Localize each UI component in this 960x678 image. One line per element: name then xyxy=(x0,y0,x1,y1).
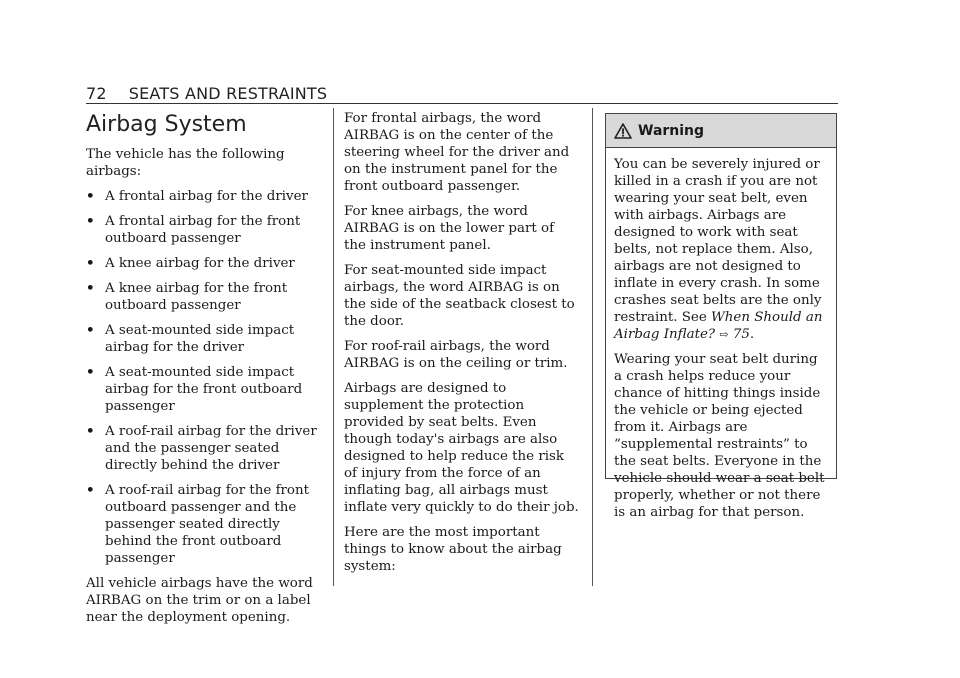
bullet-icon: • xyxy=(86,280,95,296)
column-1 xyxy=(86,112,322,634)
bullet-icon: • xyxy=(86,482,95,498)
column-2 xyxy=(344,110,580,583)
paragraph-frontal: For frontal airbags, the word AIRBAG is on the center of the steering wheel for the driver and on the instrument panel for the front outboard passenger. xyxy=(344,111,570,194)
list-item: • A knee airbag for the front outboard passenger xyxy=(86,280,288,313)
warning-body xyxy=(606,148,836,521)
list-item: • A seat-mounted side impact airbag for the front outboard passenger xyxy=(86,364,303,414)
warning-paragraph-2: Wearing your seat belt during a crash helps reduce your chance of hitting things inside the vehicle or being ejected from it. Airbags are “supplemental restraints” to the seat belts. Everyone in the vehicle should wear a seat belt properly, whether or not there is an airbag for that person. xyxy=(614,352,825,520)
intro-text: The vehicle has the following airbags: xyxy=(86,147,285,179)
paragraph-knee: For knee airbags, the word AIRBAG is on the lower part of the instrument panel. xyxy=(344,204,555,253)
list-item: • A roof-rail airbag for the driver and the passenger seated directly behind the driver xyxy=(86,423,317,473)
bullet-icon: • xyxy=(86,322,95,338)
bullet-icon: • xyxy=(86,423,95,439)
closing-text: All vehicle airbags have the word AIRBAG on the trim or on a label near the deployment opening. xyxy=(86,576,313,625)
cross-reference-link[interactable]: When Should an Airbag Inflate? xyxy=(614,310,823,342)
list-item: • A knee airbag for the driver xyxy=(86,255,295,271)
warning-title: Warning xyxy=(638,122,705,139)
page-header xyxy=(86,84,838,103)
reference-page-number[interactable]: 75 xyxy=(732,327,750,342)
header-rule xyxy=(86,103,838,104)
page-number: 72 xyxy=(86,84,107,103)
warning-header xyxy=(606,114,836,148)
paragraph-side-impact: For seat-mounted side impact airbags, the word AIRBAG is on the side of the seatback closest to the door. xyxy=(344,263,575,329)
column-divider-1 xyxy=(333,108,334,586)
paragraph-supplement: Airbags are designed to supplement the protection provided by seat belts. Even though today's airbags are also designed to help reduce the risk of injury from the force of an inflating bag, all airbags must inflate very quickly to do their job. xyxy=(344,381,579,515)
paragraph-important: Here are the most important things to know about the airbag system: xyxy=(344,525,562,574)
section-title: SEATS AND RESTRAINTS xyxy=(128,84,328,103)
page-reference-arrow-icon: ⇨ xyxy=(719,328,729,341)
list-item: • A seat-mounted side impact airbag for the driver xyxy=(86,322,295,355)
bullet-icon: • xyxy=(86,255,95,271)
list-item: • A roof-rail airbag for the front outboard passenger and the passenger seated directly behind the front outboard passenger xyxy=(86,482,309,566)
bullet-icon: • xyxy=(86,188,95,204)
bullet-icon: • xyxy=(86,364,95,380)
list-item: • A frontal airbag for the driver xyxy=(86,188,308,204)
page-title: Airbag System xyxy=(86,112,247,137)
warning-triangle-icon xyxy=(614,123,632,139)
paragraph-roof-rail: For roof-rail airbags, the word AIRBAG is on the ceiling or trim. xyxy=(344,339,568,371)
warning-paragraph-1: You can be severely injured or killed in a crash if you are not wearing your seat belt, even with airbags. Airbags are designed to work with seat belts, not replace them. Also, airbags are not designed to inflate in every crash. In some crashes seat belts are the only restraint. See When Should an Airbag Inflate? ⇨ 75. xyxy=(614,157,823,342)
warning-box xyxy=(605,113,837,520)
airbag-list xyxy=(86,188,322,567)
bullet-icon: • xyxy=(86,213,95,229)
column-divider-2 xyxy=(592,108,593,586)
list-item: • A frontal airbag for the front outboard passenger xyxy=(86,213,301,246)
